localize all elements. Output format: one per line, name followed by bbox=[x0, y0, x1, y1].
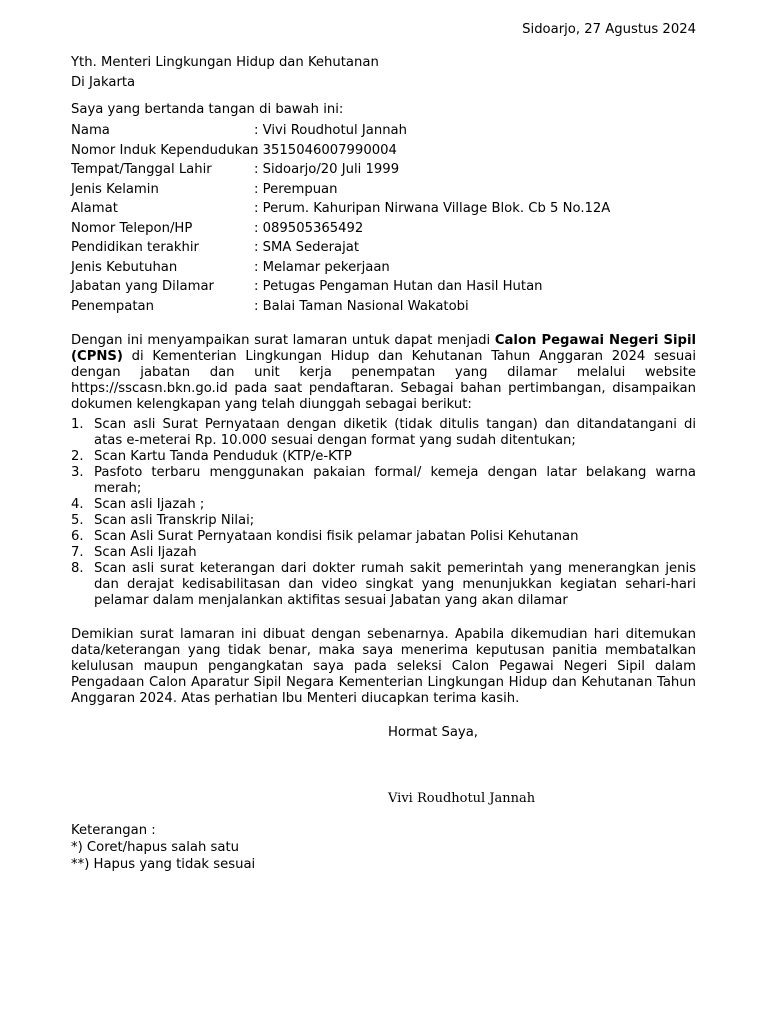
field-row-name bbox=[71, 121, 701, 141]
field-row-nik bbox=[71, 141, 701, 161]
note-line: *) Coret/hapus salah satu bbox=[71, 840, 240, 855]
list-number: 8. bbox=[71, 561, 84, 576]
field-row-education bbox=[71, 238, 701, 258]
list-item bbox=[71, 545, 696, 561]
application-paragraph bbox=[71, 333, 696, 413]
field-label: Nama bbox=[71, 123, 110, 138]
recipient-location: Di Jakarta bbox=[71, 74, 136, 90]
field-row-position bbox=[71, 277, 701, 297]
list-item bbox=[71, 513, 696, 529]
applicant-fields bbox=[71, 121, 701, 316]
list-number: 2. bbox=[71, 449, 84, 464]
list-number: 6. bbox=[71, 529, 84, 544]
field-row-placement bbox=[71, 297, 701, 317]
list-number: 7. bbox=[71, 545, 84, 560]
list-text: Scan asli Ijazah ; bbox=[94, 497, 205, 512]
recipient-line: Yth. Menteri Lingkungan Hidup dan Kehutanan bbox=[71, 55, 379, 70]
list-number: 3. bbox=[71, 465, 84, 480]
list-number: 4. bbox=[71, 497, 84, 512]
closing-salutation: Hormat Saya, bbox=[388, 725, 478, 740]
field-value: : Balai Taman Nasional Wakatobi bbox=[254, 298, 469, 314]
intro-line: Saya yang bertanda tangan di bawah ini: bbox=[71, 102, 344, 117]
recipient-block bbox=[71, 53, 379, 92]
field-value: : Vivi Roudhotul Jannah bbox=[254, 123, 407, 138]
field-value: : SMA Sederajat bbox=[254, 240, 359, 255]
field-value: : Sidoarjo/20 Juli 1999 bbox=[254, 162, 400, 177]
closing-paragraph: Demikian surat lamaran ini dibuat dengan sebenarnya. Apabila dikemudian hari ditemukan data/keterangan yang tidak benar, maka saya menerima keputusan panitia membatalkan kelulusan maupun pengangkatan saya pada seleksi Calon Pegawai Negeri Sipil dalam Pengadaan Calon Aparatur Sipil Negara Kementerian Lingkungan Hidup dan Kehutanan Tahun Anggaran 2024. Atas perhatian Ibu Menteri diucapkan terima kasih. bbox=[71, 627, 696, 706]
list-text: Scan asli Transkrip Nilai; bbox=[94, 513, 255, 528]
field-label: Nomor Induk Kependudukan bbox=[71, 142, 259, 158]
field-label: Tempat/Tanggal Lahir bbox=[71, 162, 212, 177]
notes-title: Keterangan : bbox=[71, 823, 156, 838]
field-value: : Melamar pekerjaan bbox=[254, 259, 390, 275]
field-label: Alamat bbox=[71, 201, 118, 216]
field-row-phone bbox=[71, 219, 701, 239]
field-label: Jenis Kebutuhan bbox=[71, 259, 178, 275]
list-number: 5. bbox=[71, 513, 84, 528]
list-item bbox=[71, 529, 696, 545]
list-item bbox=[71, 465, 696, 497]
list-text: Scan Asli Surat Pernyataan kondisi fisik pelamar jabatan Polisi Kehutanan bbox=[94, 529, 579, 544]
list-item bbox=[71, 561, 696, 609]
field-label: Penempatan bbox=[71, 298, 154, 314]
cpns-emphasis: Calon Pegawai Negeri Sipil (CPNS) bbox=[71, 333, 696, 364]
notes-block bbox=[71, 822, 255, 873]
list-text: Pasfoto terbaru menggunakan pakaian formal/ kemeja dengan latar belakang warna merah; bbox=[94, 465, 696, 496]
field-label: Jenis Kelamin bbox=[71, 181, 159, 197]
signature-name: Vivi Roudhotul Jannah bbox=[388, 791, 536, 806]
list-text: Scan Asli Ijazah bbox=[94, 545, 197, 560]
list-item bbox=[71, 449, 696, 465]
list-text: Scan asli Surat Pernyataan dengan diketik (tidak ditulis tangan) dan ditandatangani di atas e-meterai Rp. 10.000 sesuai dengan format yang sudah ditentukan; bbox=[94, 417, 696, 448]
field-value: : 089505365492 bbox=[254, 220, 364, 236]
field-label: Nomor Telepon/HP bbox=[71, 220, 193, 236]
list-text: Scan asli surat keterangan dari dokter rumah sakit pemerintah yang menerangkan jenis dan derajat kedisabilitasan dan video singkat yang menunjukkan kegiatan sehari-hari pelamar dalam menjalankan aktifitas sesuai Jabatan yang akan dilamar bbox=[94, 561, 696, 608]
list-number: 1. bbox=[71, 417, 84, 432]
field-value: : Perum. Kahuripan Nirwana Village Blok. Cb 5 No.12A bbox=[254, 201, 611, 216]
paragraph-text: di Kementerian Lingkungan Hidup dan Kehutanan Tahun Anggaran 2024 sesuai dengan jabatan dan unit kerja penempatan yang dilamar melalui website https://sscasn.bkn.go.id pada saat pendaftaran. Sebagai bahan pertimbangan, disampaikan dokumen kelengkapan yang telah diunggah sebagai berikut: bbox=[71, 349, 696, 412]
field-row-gender bbox=[71, 180, 701, 200]
field-row-address bbox=[71, 199, 701, 219]
paragraph-text: Dengan ini menyampaikan surat lamaran untuk dapat menjadi bbox=[71, 333, 495, 348]
list-text: Scan Kartu Tanda Penduduk (KTP/e-KTP bbox=[94, 449, 352, 464]
field-value: : 3515046007990004 bbox=[254, 142, 397, 158]
list-item bbox=[71, 497, 696, 513]
field-row-need bbox=[71, 258, 701, 278]
list-item bbox=[71, 417, 696, 449]
note-line: **) Hapus yang tidak sesuai bbox=[71, 857, 256, 872]
field-label: Jabatan yang Dilamar bbox=[71, 279, 214, 294]
field-row-birth bbox=[71, 160, 701, 180]
field-value: : Perempuan bbox=[254, 181, 338, 197]
document-list bbox=[71, 417, 696, 609]
field-value: : Petugas Pengaman Hutan dan Hasil Hutan bbox=[254, 279, 543, 294]
field-label: Pendidikan terakhir bbox=[71, 240, 199, 255]
place-date: Sidoarjo, 27 Agustus 2024 bbox=[522, 22, 696, 37]
